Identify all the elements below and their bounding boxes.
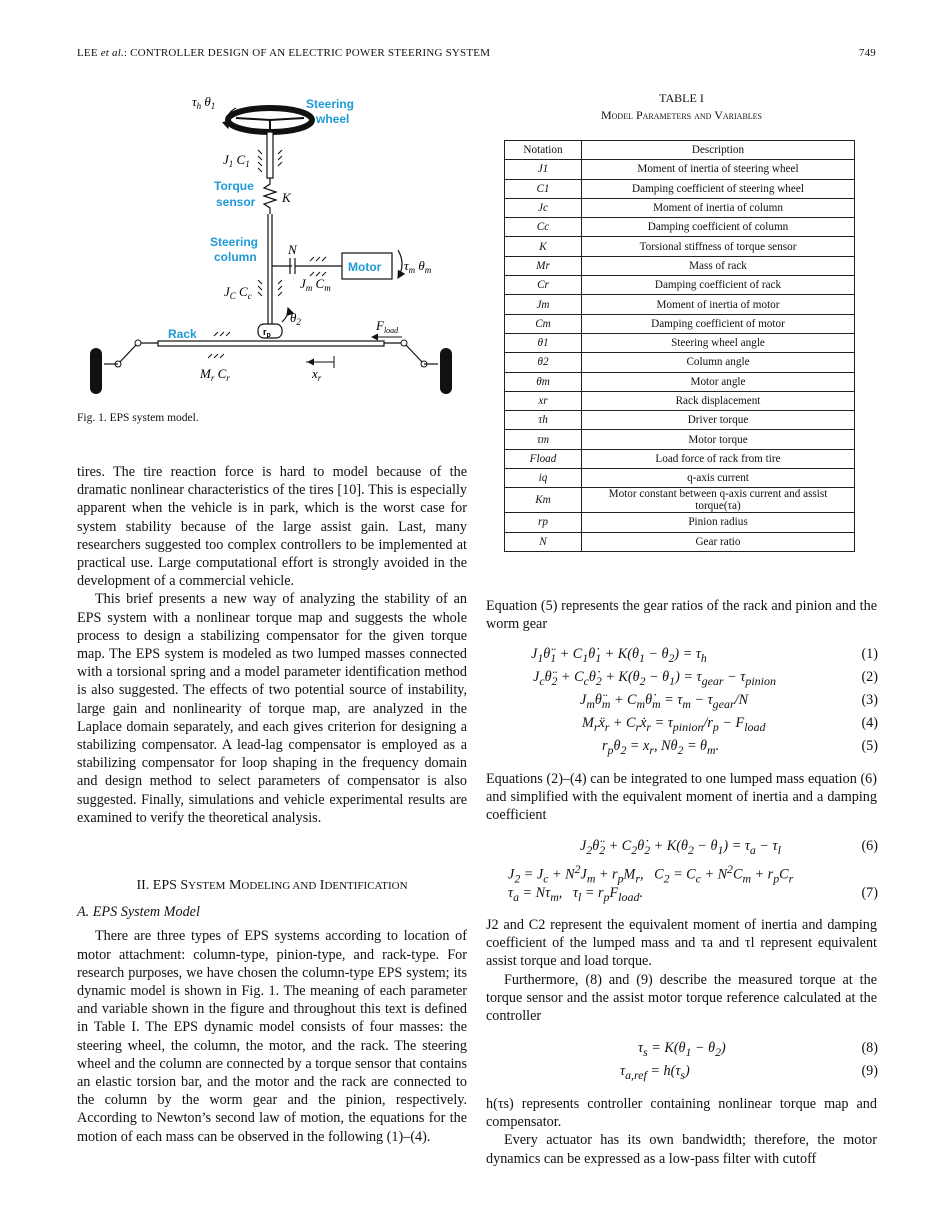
equation-5: $r_p\theta_2 = x_r$, $N\theta_2 = \theta_m$. <box>602 738 720 757</box>
label-theta2: $\theta_2$ <box>290 310 301 327</box>
description-cell: q-axis current <box>582 469 855 488</box>
right-column-body <box>486 916 877 1025</box>
description-cell: Rack displacement <box>582 391 855 410</box>
description-cell: Damping coefficient of motor <box>582 314 855 333</box>
table-row <box>505 372 855 391</box>
svg-text:wheel: wheel <box>316 112 350 126</box>
figure-caption: Fig. 1. EPS system model. <box>77 412 199 424</box>
table-row <box>505 295 855 314</box>
table-subtitle: Model Parameters and Variables <box>600 108 762 122</box>
equation-number: (2) <box>861 669 878 685</box>
description-cell: Gear ratio <box>582 532 855 551</box>
paragraph: This brief presents a new way of analyzing the stability of an EPS system with a nonlinear torque map and suggests the whole process to design a stabilizing compensator for the given torque map. The EPS system is modeled as two lumped masses connected with a torsional spring and a model parameter identification method is also suggested. The effects of two potential source of instability, large gain and nonlinearity of torque map, are analyzed in the Laplace domain separately, and each gives criterion for designing a stabilizing compensator. A lead-lag compensator is employed as a stabilizing compensator for loop shaping in the frequency domain and design method to select parameters of compensator is also suggested. Finally, simulations and vehicle experimental results are examined to verify the theoretical analysis. <box>77 591 467 826</box>
label-Jm-Cm: $J_m$ $C_m$ <box>300 276 331 293</box>
equation-6: $J_2\thetä_2$ + $C_2\thetȧ_2 + K(\theta_2 - \theta_1) = \tau_a - \tau_l$ <box>580 838 781 857</box>
description-cell: Column angle <box>582 353 855 372</box>
notation-cell: θ1 <box>505 333 582 352</box>
label-motor: Motor <box>348 260 382 274</box>
paragraph: h(τs) represents controller containing nonlinear torque map and compensator. <box>486 1096 877 1131</box>
paragraph: Equation (5) represents the gear ratios of the rack and pinion and the worm gear <box>486 598 877 633</box>
header-notation: Notation <box>505 141 582 160</box>
page-number: 749 <box>858 47 876 59</box>
notation-cell: Fload <box>505 449 582 468</box>
description-cell: Motor torque <box>582 430 855 449</box>
equation-number: (5) <box>861 738 878 754</box>
equation-1: $J_1\thetä_1$ + $C_1\thetȧ_1 + K(\theta_1 - \theta_2) = \tau_h$ <box>531 646 707 665</box>
notation-cell: Jm <box>505 295 582 314</box>
label-J1-C1: $J_1$ $C_1$ <box>223 152 250 169</box>
notation-cell: Mr <box>505 256 582 275</box>
table-row <box>505 333 855 352</box>
equation-number: (6) <box>861 838 878 854</box>
table-row <box>505 488 855 513</box>
table-row <box>505 237 855 256</box>
equation-number: (9) <box>861 1063 878 1079</box>
notation-cell: C1 <box>505 179 582 198</box>
svg-text:sensor: sensor <box>216 195 256 209</box>
table-row <box>505 353 855 372</box>
header-description: Description <box>582 141 855 160</box>
description-cell: Steering wheel angle <box>582 333 855 352</box>
svg-text:column: column <box>214 250 257 264</box>
equation-number: (1) <box>861 646 878 662</box>
label-tau-m-theta-m: $\tau_m$ $\theta_m$ <box>404 258 432 275</box>
equation-2: $J_c\thetä_2$ + $C_c\thetȧ_2 + K(\theta_2 - \theta_1) = \tau_{gear} - \tau_{pinion}$ <box>533 669 776 688</box>
label-JC-Cc: $J_C$ $C_c$ <box>224 284 252 301</box>
equation-number: (7) <box>861 885 878 901</box>
description-cell: Moment of inertia of column <box>582 198 855 217</box>
equation-4: $M_rẍ_r$ + $C_rẋ_r = \tau_{pinion}/r_p - F_{load}$ <box>582 715 766 734</box>
table-row <box>505 256 855 275</box>
table-row <box>505 469 855 488</box>
description-cell: Damping coefficient of rack <box>582 276 855 295</box>
description-cell: Damping coefficient of steering wheel <box>582 179 855 198</box>
description-cell: Motor angle <box>582 372 855 391</box>
table-row <box>505 198 855 217</box>
notation-cell: iq <box>505 469 582 488</box>
table-row <box>505 391 855 410</box>
paragraph: Equations (2)–(4) can be integrated to one lumped mass equation (6) and simplified with the equivalent moment of inertia and a damping coefficient <box>486 771 877 824</box>
paragraph: tires. The tire reaction force is hard to model because of the dramatic nonlinear characteristics of the tires [10]. This is especially apparent when the vehicle is in park, which is the worst case for system stability because of the large assist gain. Last, many researchers suggested too complex controllers to be implemented at practical use. Large computational effort is strongly avoided in the development of a commercial vehicle. <box>77 464 467 590</box>
description-cell: Mass of rack <box>582 256 855 275</box>
description-cell: Pinion radius <box>582 513 855 532</box>
description-cell: Damping coefficient of column <box>582 218 855 237</box>
paragraph: Furthermore, (8) and (9) describe the measured torque at the torque sensor and the assist motor torque reference calculated at the controller <box>486 971 877 1025</box>
table-row <box>505 532 855 551</box>
left-column-intro <box>77 463 467 827</box>
notation-cell: Cm <box>505 314 582 333</box>
table-header-row <box>505 141 855 160</box>
notation-cell: K <box>505 237 582 256</box>
table-row <box>505 314 855 333</box>
notation-cell: τh <box>505 411 582 430</box>
equation-7a: $J_2 = J_c + N^2J_m + r_pM_r$, $C_2 = C_c + N^2C_m + r_pC_r$ <box>508 862 794 886</box>
table-row <box>505 276 855 295</box>
left-tire-icon <box>90 348 102 394</box>
notation-cell: θm <box>505 372 582 391</box>
notation-cell: N <box>505 532 582 551</box>
table-row <box>505 179 855 198</box>
table-row <box>505 449 855 468</box>
paragraph: Every actuator has its own bandwidth; therefore, the motor dynamics can be expressed as a low-pass filter with cutoff <box>486 1132 877 1167</box>
table-caption <box>486 90 877 124</box>
label-xr: $x_r$ <box>312 366 322 383</box>
equation-number: (3) <box>861 692 878 708</box>
paragraph: There are three types of EPS systems according to location of motor attachment: column-type, pinion-type, and rack-type. For research purposes, we have chosen the column-type EPS system; its dynamic model is shown in Fig. 1. The meaning of each parameter and variable shown in the figure and throughout this text is defined in Table I. The EPS dynamic model consists of four masses: the steering wheel, the column, the motor, and the rack. The steering wheel and the column are connected by a torque sensor that contains an elastic torsion bar, and the motor and the rack are connected to the column by the worm gear and the pinion, respectively. According to Newton’s second law of motion, the equations for the motion of each mass can be observed in the following (1)–(4). <box>77 928 467 1145</box>
equation-3: $J_m\thetä_m$ + $C_m\thetȧ_m = \tau_m - \tau_{gear}/N$ <box>580 692 749 711</box>
label-steering-column: Steering <box>210 235 259 249</box>
description-cell: Load force of rack from tire <box>582 449 855 468</box>
description-cell: Motor constant between q-axis current and assist torque(τa) <box>582 488 855 513</box>
running-header: LEE et al.: CONTROLLER DESIGN OF AN ELECTRIC POWER STEERING SYSTEM <box>77 47 491 59</box>
right-column-tail <box>486 1095 877 1168</box>
eps-system-diagram <box>76 86 468 406</box>
table-row <box>505 411 855 430</box>
description-cell: Moment of inertia of motor <box>582 295 855 314</box>
label-F-load: $F_{load}$ <box>376 318 399 335</box>
label-tau-h-theta1: $\tau_h$ $\theta_1$ <box>192 94 216 111</box>
notation-cell: Cr <box>505 276 582 295</box>
left-column-section <box>77 877 467 1146</box>
equation-7b: $\tau_a = N\tau_m$, $\tau_l = r_pF_{load}$. <box>508 885 644 904</box>
notation-cell: J1 <box>505 160 582 179</box>
right-tire-icon <box>440 348 452 394</box>
steering-wheel-icon <box>228 108 312 132</box>
description-cell: Driver torque <box>582 411 855 430</box>
notation-cell: rp <box>505 513 582 532</box>
notation-cell: xr <box>505 391 582 410</box>
table-title: TABLE I <box>659 91 704 105</box>
notation-cell: Cc <box>505 218 582 237</box>
description-cell: Moment of inertia of steering wheel <box>582 160 855 179</box>
equation-9: $\tau_{a,ref} = h(\tau_s)$ <box>620 1063 690 1082</box>
notation-cell: θ2 <box>505 353 582 372</box>
notation-cell: Jc <box>505 198 582 217</box>
label-rp: $r_p$ <box>263 327 271 339</box>
label-N: N <box>288 242 297 257</box>
section-heading: II. EPS SYSTEM MODELING AND IDENTIFICATION <box>136 878 408 893</box>
label-rack: Rack <box>168 327 197 341</box>
paragraph: J2 and C2 represent the equivalent moment of inertia and damping coefficient of the lumped mass and τa and τl represent equivalent assist torque and load torque. <box>486 917 877 970</box>
notation-cell: τm <box>505 430 582 449</box>
table-row <box>505 218 855 237</box>
description-cell: Torsional stiffness of torque sensor <box>582 237 855 256</box>
label-torque-sensor: Torque <box>214 179 254 193</box>
label-steering-wheel: Steering <box>306 97 355 111</box>
table-row <box>505 160 855 179</box>
table-row <box>505 430 855 449</box>
label-Mr-Cr: $M_r$ $C_r$ <box>200 366 230 383</box>
label-K: K <box>282 190 291 205</box>
table-row <box>505 513 855 532</box>
notation-cell: Km <box>505 488 582 513</box>
parameters-table <box>504 140 855 552</box>
equation-number: (4) <box>861 715 878 731</box>
equation-number: (8) <box>861 1040 878 1056</box>
subsection-heading: A. EPS System Model <box>77 904 200 921</box>
equation-8: $\tau_s = K(\theta_1 - \theta_2)$ <box>638 1040 726 1059</box>
